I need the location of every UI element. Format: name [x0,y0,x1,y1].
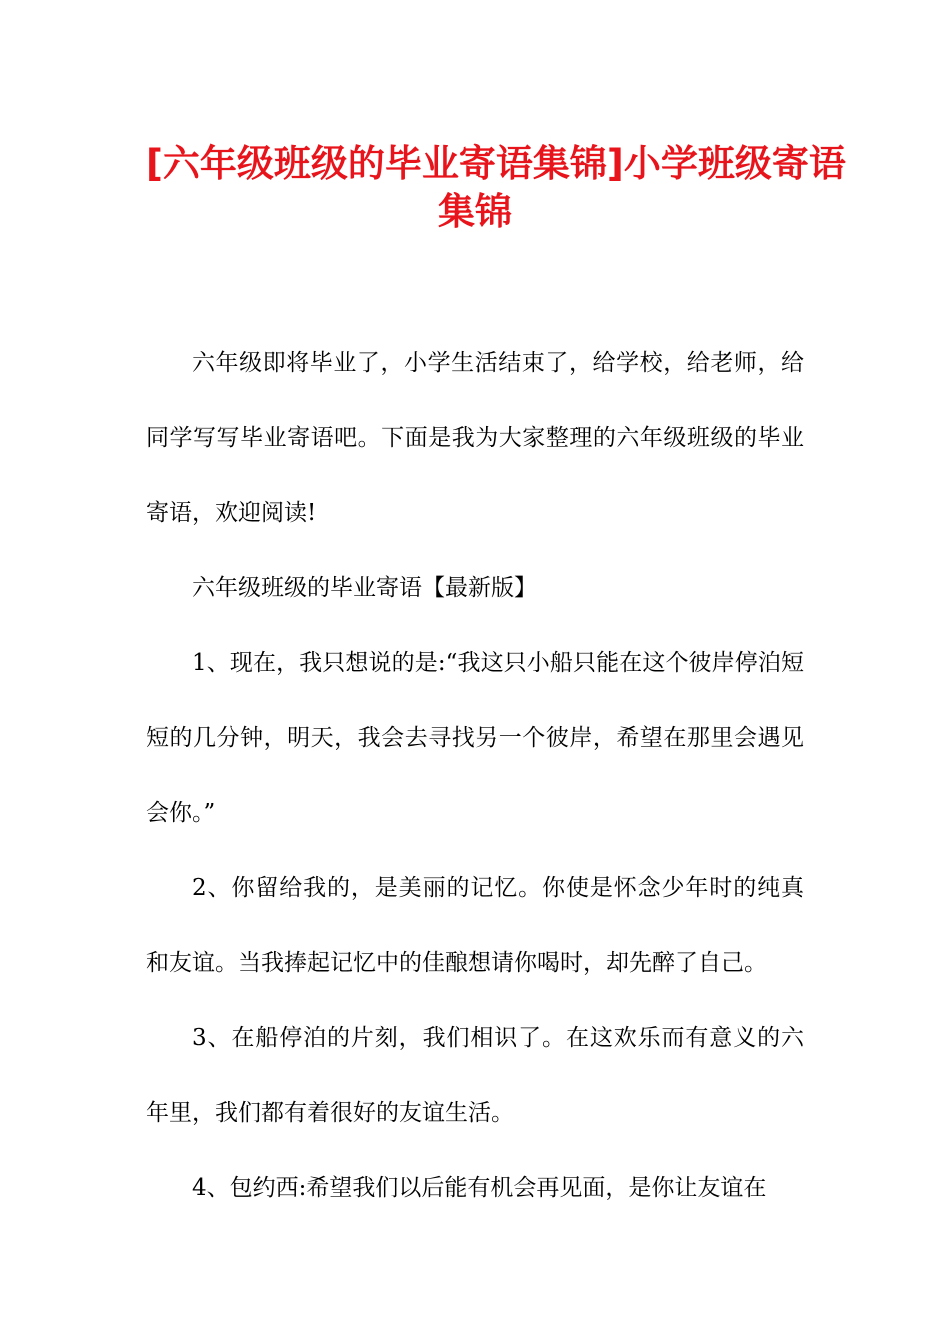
message-item-4: 4、包约西:希望我们以后能有机会再见面，是你让友谊在 [192,1175,767,1201]
document-body [146,326,804,1226]
message-item-3: 3、在船停泊的片刻，我们相识了。在这欢乐而有意义的六年里，我们都有着很好的友谊生活。 [146,1025,804,1126]
document-title [146,140,846,236]
message-item-1: 1、现在，我只想说的是:“我这只小船只能在这个彼岸停泊短短的几分钟，明天，我会去寻找另一个彼岸，希望在那里会遇见会你。” [146,650,804,826]
title-line-1: [六年级班级的毕业寄语集锦]小学班级寄语 [146,142,846,185]
intro-paragraph: 六年级即将毕业了，小学生活结束了，给学校，给老师，给同学写写毕业寄语吧。下面是我为大家整理的六年级班级的毕业寄语，欢迎阅读! [146,350,804,526]
title-line-2: 集锦 [438,190,512,233]
section-heading: 六年级班级的毕业寄语【最新版】 [192,575,537,601]
message-item-2: 2、你留给我的，是美丽的记忆。你使是怀念少年时的纯真和友谊。当我捧起记忆中的佳酿想请你喝时，却先醉了自己。 [146,875,804,976]
